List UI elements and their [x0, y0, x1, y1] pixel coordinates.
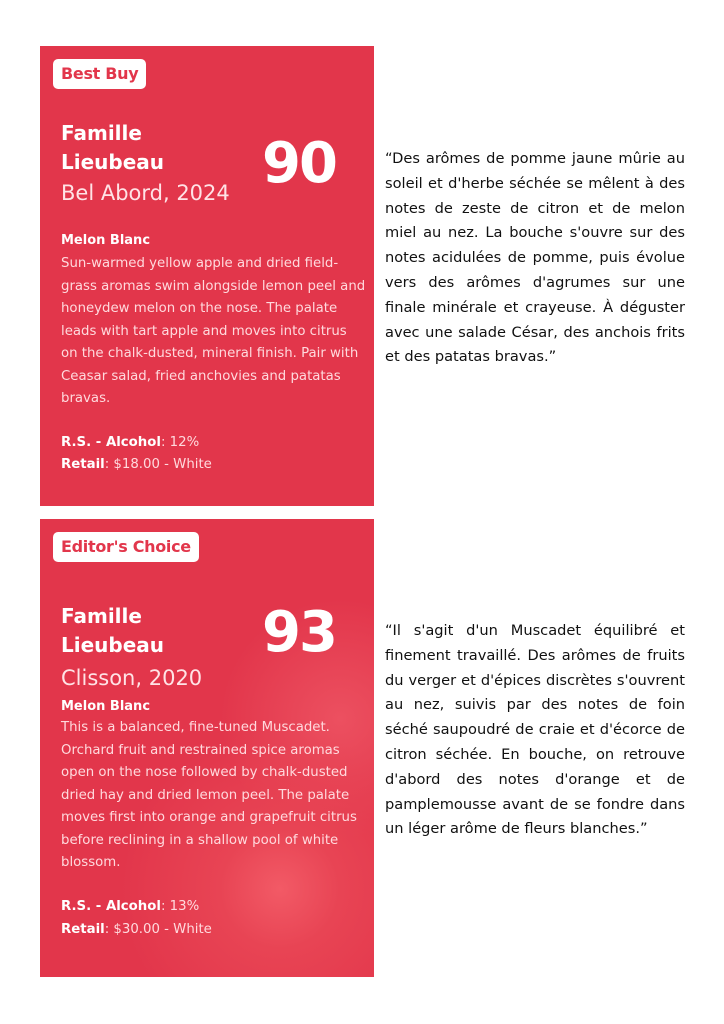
alcohol-value: : 13% [160, 899, 200, 914]
alcohol-line [61, 432, 199, 455]
french-translation: “Des arômes de pomme jaune mûrie au soleil et d'herbe séchée se mêlent à des notes de zeste de citron et de melon miel au nez. La bouche s'ouvre sur des notes acidulées de pomme, puis évolue vers des arômes d'agrumes sur une finale minérale et crayeuse. À déguster avec une salade César, des anchois frits et des patatas bravas.” [385, 150, 685, 366]
retail-line [61, 919, 212, 942]
retail-value: : $30.00 - White [104, 922, 212, 937]
score: 93 [262, 600, 336, 665]
grape-variety: Melon Blanc [61, 699, 151, 714]
rs-alcohol-label: R.S. - Alcohol [61, 435, 161, 450]
score: 90 [262, 131, 336, 196]
wine-review-card [40, 46, 374, 506]
tasting-note: This is a balanced, fine-tuned Muscadet. Orchard fruit and restrained spice aromas open on the nose followed by chalk-dusted dried hay and dried lemon peel. The palate moves first into orange and grapefruit citrus before reclining in a shallow pool of white blossom. [61, 720, 357, 870]
alcohol-value: : 12% [160, 435, 200, 450]
award-badge: Editor's Choice [53, 532, 199, 562]
alcohol-line [61, 896, 199, 919]
wine-vintage: Bel Abord, 2024 [61, 181, 230, 205]
retail-label: Retail [61, 922, 105, 937]
producer-name: Famille Lieubeau [61, 604, 165, 657]
rs-alcohol-label: R.S. - Alcohol [61, 899, 161, 914]
retail-value: : $18.00 - White [104, 457, 212, 472]
french-translation: “Il s'agit d'un Muscadet équilibré et finement travaillé. Des arômes de fruits du verger et d'épices discrètes s'ouvrent au nez, suivis par des notes de foin séché saupoudré de craie et d'écorce de citron séchée. En bouche, on retrouve d'abord des notes d'orange et de pamplemousse avant de se fondre dans un léger arôme de fleurs blanches.” [385, 622, 685, 838]
award-badge: Best Buy [53, 59, 146, 89]
wine-vintage: Clisson, 2020 [61, 666, 203, 690]
grape-variety: Melon Blanc [61, 233, 151, 248]
producer-name: Famille Lieubeau [61, 121, 165, 174]
retail-label: Retail [61, 457, 105, 472]
tasting-note: Sun-warmed yellow apple and dried field-grass aromas swim alongside lemon peel and honeydew melon on the nose. The palate leads with tart apple and moves into citrus on the chalk-dusted, mineral finish. Pair with Ceasar salad, fried anchovies and patatas bravas. [61, 256, 366, 406]
retail-line [61, 454, 212, 477]
wine-review-card [40, 519, 374, 977]
